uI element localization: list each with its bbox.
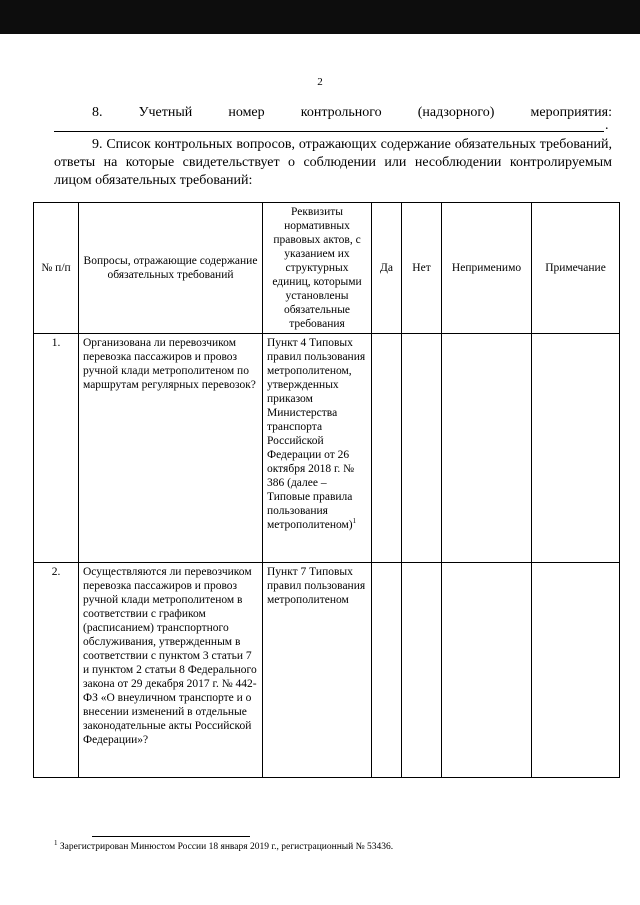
answer-na-cell[interactable] <box>442 334 532 563</box>
item-8-fill-line <box>54 131 604 132</box>
table-row <box>34 563 620 778</box>
checklist-table <box>33 202 620 778</box>
header-note: Примечание <box>532 203 620 334</box>
item-8-word: (надзорного) <box>417 105 495 120</box>
answer-na-cell[interactable] <box>442 563 532 778</box>
answer-yes-cell[interactable] <box>372 563 402 778</box>
answer-no-cell[interactable] <box>402 563 442 778</box>
footnote-mark: 1 <box>352 517 357 526</box>
row-requisites-text: Пункт 4 Типовых правил пользования метрополитеном, утвержденных приказом Министерства транспорта Российской Федерации от 26 октября 2018 г. № 386 (далее – Типовые правила пользования метрополитеном) <box>267 337 366 531</box>
row-requisites <box>263 334 372 563</box>
header-num: № п/п <box>34 203 79 334</box>
note-cell[interactable] <box>532 563 620 778</box>
header-question: Вопросы, отражающие содержание обязательных требований <box>79 203 263 334</box>
footnote-number: 1 <box>54 838 58 847</box>
row-question: Осуществляются ли перевозчиком перевозка пассажиров и провоз ручной клади метрополитеном в соответствии с графиком (расписанием) транспортного обслуживания, утвержденным в соответствии с пунктом 3 статьи 7 и пунктом 2 статьи 8 Федерального закона от 29 декабря 2017 г. № 442-ФЗ «О внеуличном транспорте и о внесении изменений в отдельные законодательные акты Российской Федерации»? <box>79 563 263 778</box>
table-row <box>34 334 620 563</box>
footnote-separator <box>92 836 250 837</box>
row-requisites: Пункт 7 Типовых правил пользования метрополитеном <box>263 563 372 778</box>
header-yes: Да <box>372 203 402 334</box>
item-8-line <box>92 104 612 122</box>
note-cell[interactable] <box>532 334 620 563</box>
item-8-word: контрольного <box>300 105 382 120</box>
answer-no-cell[interactable] <box>402 334 442 563</box>
item-9-paragraph: 9. Список контрольных вопросов, отражающих содержание обязательных требований, ответы на которые свидетельствует о соблюдении или несоблюдении контролируемым лицом обязательных требований: <box>54 137 612 188</box>
table-header-row <box>34 203 620 334</box>
header-na: Неприменимо <box>442 203 532 334</box>
item-8-word: 8. <box>92 105 103 120</box>
footnote <box>54 838 394 852</box>
row-num: 2. <box>34 563 79 778</box>
row-question: Организована ли перевозчиком перевозка пассажиров и провоз ручной клади метрополитеном по маршрутам регулярных перевозок? <box>79 334 263 563</box>
item-8-word: мероприятия: <box>530 105 612 120</box>
scan-top-border <box>0 0 640 34</box>
header-no: Нет <box>402 203 442 334</box>
header-requisites: Реквизиты нормативных правовых актов, с указанием их структурных единиц, которыми установлены обязательные требования <box>263 203 372 334</box>
item-8-word: номер <box>228 105 265 120</box>
item-8-end-dot: . <box>605 118 609 133</box>
page-number: 2 <box>317 76 323 88</box>
item-8-word: Учетный <box>138 105 193 120</box>
answer-yes-cell[interactable] <box>372 334 402 563</box>
footnote-text: Зарегистрирован Минюстом России 18 января 2019 г., регистрационный № 53436. <box>59 842 394 852</box>
row-num: 1. <box>34 334 79 563</box>
